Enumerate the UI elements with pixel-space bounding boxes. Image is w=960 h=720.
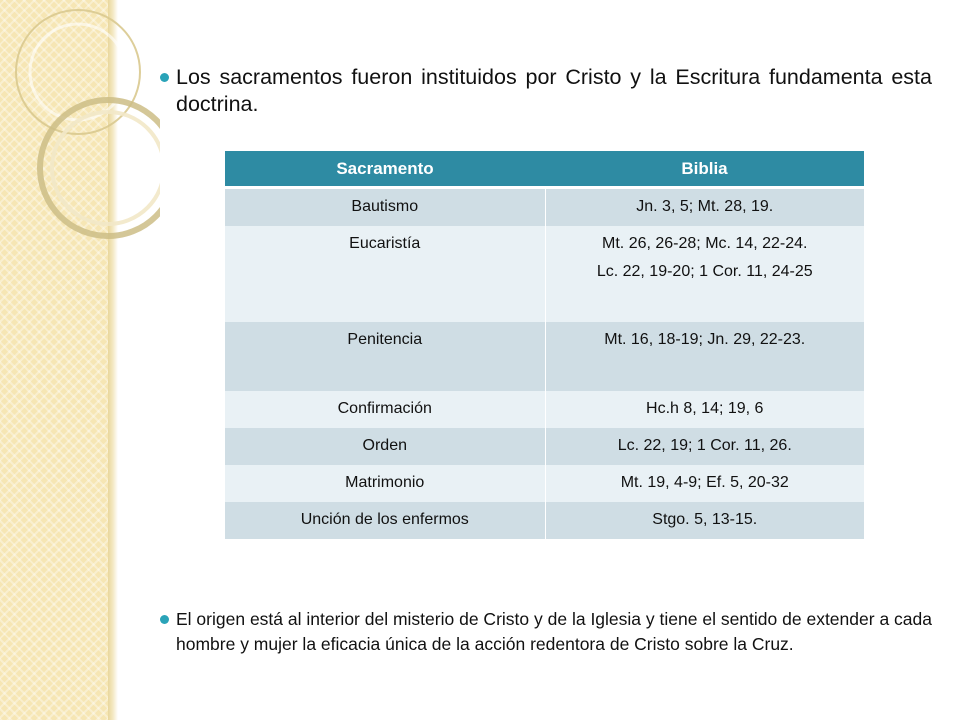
table-row bbox=[225, 465, 864, 502]
sacramentos-table bbox=[225, 151, 864, 539]
header-sacramento: Sacramento bbox=[225, 151, 545, 188]
biblia-refs: Lc. 22, 19; 1 Cor. 11, 26. bbox=[617, 436, 792, 454]
decorative-circles-icon bbox=[0, 0, 160, 260]
table-row bbox=[225, 188, 864, 226]
sacramento-name: Unción de los enfermos bbox=[300, 510, 469, 528]
biblia-refs: Jn. 3, 5; Mt. 28, 19. bbox=[636, 198, 774, 215]
biblia-refs: Lc. 22, 19-20; 1 Cor. 11, 24-25 bbox=[596, 262, 813, 280]
header-biblia: Biblia bbox=[545, 151, 864, 188]
sacramento-name: Penitencia bbox=[347, 330, 423, 348]
biblia-refs: Mt. 19, 4-9; Ef. 5, 20-32 bbox=[620, 473, 789, 491]
table-row bbox=[225, 502, 864, 539]
table-row bbox=[225, 428, 864, 465]
sacramento-name: Orden bbox=[362, 436, 407, 454]
origin-bullet: El origen está al interior del misterio de Cristo y de la Iglesia y tiene el sentido de extender a cada hombre y mujer la eficacia única de la acción redentora de Cristo sobre la Cruz. bbox=[176, 607, 932, 657]
intro-bullet: Los sacramentos fueron instituidos por Cristo y la Escritura fundamenta esta doctrina. bbox=[176, 65, 932, 116]
table-header-row bbox=[225, 151, 864, 188]
sacramento-name: Eucaristía bbox=[349, 234, 421, 252]
table-row bbox=[225, 322, 864, 391]
table-row bbox=[225, 226, 864, 322]
biblia-refs: Stgo. 5, 13-15. bbox=[652, 510, 758, 528]
biblia-refs: Hc.h 8, 14; 19, 6 bbox=[646, 399, 764, 417]
biblia-refs: Mt. 26, 26-28; Mc. 14, 22-24. bbox=[602, 234, 808, 252]
table-row bbox=[225, 391, 864, 428]
sacramento-name: Confirmación bbox=[337, 399, 432, 417]
sacramento-name: Bautismo bbox=[351, 198, 419, 215]
sacramento-name: Matrimonio bbox=[345, 473, 425, 491]
biblia-refs: Mt. 16, 18-19; Jn. 29, 22-23. bbox=[604, 330, 806, 348]
